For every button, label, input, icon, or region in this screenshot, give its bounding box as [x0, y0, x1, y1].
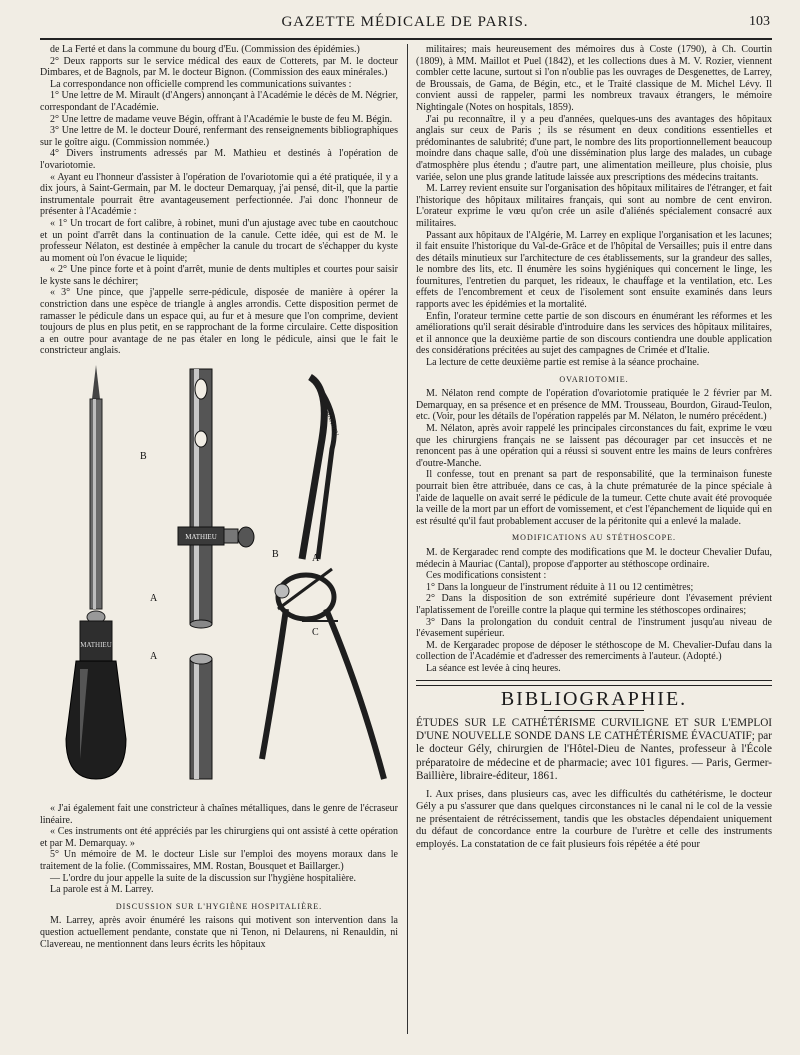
heading-rule — [544, 710, 644, 711]
pedicle-clamp-icon — [262, 377, 384, 779]
paragraph: « J'ai également fait une constricteur à chaînes métalliques, dans le genre de l'écraseur linéaire. — [40, 803, 398, 826]
paragraph: « 2° Une pince forte et à point d'arrêt, munie de dents multiples et courtes pour saisir le kyste sans le déchirer; — [40, 264, 398, 287]
cannula-icon — [178, 369, 254, 779]
figure-label-b: B — [272, 549, 279, 561]
paragraph: de La Ferté et dans la commune du bourg d'Eu. (Commission des épidémies.) — [50, 44, 360, 55]
left-top-paragraphs — [40, 44, 398, 357]
paragraph: 4° Divers instruments adressés par M. Mathieu et destinés à l'opération de l'ovariotomie. — [40, 148, 398, 171]
double-rule — [416, 680, 772, 686]
paragraph: M. Larrey revient ensuite sur l'organisation des hôpitaux militaires de l'étranger, et fait l'historique des hôpitaux militaires français, qui sont au nombre de cent environ. L'orateur exprime le vœu qu'on crée un asile d'aliénés spécialement consacré aux militaires. — [416, 183, 772, 229]
paragraph: M. Nélaton rend compte de l'opération d'ovariotomie pratiquée le 2 février par M. Demarquay, en sa présence et en présence de MM. Trousseau, Bourdon, Giraud-Teulon, etc. (Voir, pour les détails de l'opération rappelés par M. Nélaton, le numéro précédent.) — [416, 388, 772, 423]
paragraph: I. Aux prises, dans plusieurs cas, avec les difficultés du cathétérisme, le docteur Gély a pu s'assurer que dans quelques circonstances ni le canal ni le col de la vessie ne présentaient de rétrécissement, tandis que les obstacles dépendaient uniquement du défaut de concordance entre la courbure de l'urètre et celle des instruments employés. La constatation de ce fait plusieurs fois répétée a été pour — [416, 789, 772, 850]
bibliography-heading: BIBLIOGRAPHIE. — [500, 688, 688, 711]
page-number: 103 — [749, 14, 770, 29]
instruments-engraving — [40, 359, 398, 799]
paragraph: « 3° Une pince, que j'appelle serre-pédicule, disposée de manière à opérer la constriction dans une espèce de triangle à angles arrondis. Cette disposition permet de ramasser le pédicule dans un espace qui, au fur et à mesure que l'on comprime, devient toujours de plus en plus petit, en se rapprochant de la forme circulaire. Cette disposition a en outre pour avantage de ne pas étaler en long le pédicule, ainsi que le fait le constricteur anglais. — [40, 287, 398, 357]
page-header — [40, 14, 770, 34]
paragraph: La correspondance non officielle comprend les communications suivantes : — [50, 78, 352, 90]
figure-label-a: A — [150, 651, 158, 663]
paragraph: Il confesse, tout en prenant sa part de responsabilité, que la terminaison funeste pourrait bien être attribuée, dans ce cas, à la chute prématurée de la pince spéciale à l'aide de laquelle on avait serré le pédicule de la tumeur. Cette chute avait été provoquée la veille de la mort par un effort de vomissement, et c'est l'épanchement de liquide qui en est résulté qu'il faut probablement accuser de la péritonite qui a enlevé la malade. — [416, 469, 772, 527]
section-title: OVARIOTOMIE. — [559, 374, 629, 384]
paragraph: « Ayant eu l'honneur d'assister à l'opération de l'ovariotomie qui a été pratiquée, il y a dix jours, à Saint-Germain, par M. le docteur Demarquay, j'ai pensé, dit-il, que la partie instrumentale pourrait être avantageusement perfectionnée. J'ai donc l'honneur de présenter à l'Académie : — [40, 171, 398, 218]
column-divider — [407, 44, 408, 1034]
paragraph: 2° Deux rapports sur le service médical des eaux de Cotterets, par M. le docteur Dimbares, et de Bagnols, par M. le docteur Bignon. (Commission des eaux minérales.) — [40, 55, 398, 79]
maker-mark-handle: MATHIEU — [324, 409, 339, 438]
trocart-icon — [66, 365, 126, 779]
paragraph: M. de Kergaradec propose de déposer le stéthoscope de M. Chevalier-Dufau dans la collection de l'Académie et d'adresser des remerciments à l'auteur. (Adopté.) — [416, 639, 772, 663]
journal-title: GAZETTE MÉDICALE DE PARIS. — [281, 14, 529, 30]
left-column — [40, 44, 398, 1034]
paragraph: — L'ordre du jour appelle la suite de la discussion sur l'hygiène hospitalière. — [50, 872, 357, 884]
paragraph: 2° Une lettre de madame veuve Bégin, offrant à l'Académie le buste de feu M. Bégin. — [50, 113, 393, 125]
left-bottom-paragraphs — [40, 803, 398, 896]
section-title: DISCUSSION SUR L'HYGIÈNE HOSPITALIÈRE. — [115, 901, 323, 911]
maker-mark-grip: MATHIEU — [80, 641, 112, 650]
paragraph: 1° Dans la longueur de l'instrument réduite à 11 ou 12 centimètres; — [426, 581, 694, 593]
paragraph: La séance est levée à cinq heures. — [426, 662, 561, 674]
section-title: MODIFICATIONS AU STÉTHOSCOPE. — [512, 533, 676, 543]
figure-label-a: A — [150, 593, 158, 605]
header-rule — [40, 38, 772, 40]
figure-label-b: B — [140, 451, 147, 463]
right-column — [416, 44, 772, 1034]
paragraph: M. Larrey, après avoir énuméré les raisons qui motivent son intervention dans la question actuellement pendante, constate que ni Tenon, ni Delaurens, ni Renauldin, ni Clavereau, ne mentionnent dans leurs écrits les hôpitaux — [40, 915, 398, 950]
paragraph: La lecture de cette deuxième partie est remise à la séance prochaine. — [426, 357, 700, 369]
figure-label-a: A — [312, 553, 320, 565]
paragraph: « 1° Un trocart de fort calibre, à robinet, muni d'un ajustage avec tube en caoutchouc et un point d'arrêt dans la continuation de la canule. Cette idée, qui est de M. le professeur Nélaton, est destinée à empêcher la canule du trocart de s'échapper du kyste au moment où l'on évacue le liquide; — [40, 217, 398, 264]
paragraph: « Ces instruments ont été appréciés par les chirurgiens qui ont assisté à cette opération et par M. Demarquay. » — [40, 826, 398, 849]
paragraph: 2° Dans la disposition de son extrémité supérieure dont l'évasement prévient l'aplatissement de l'oreille contre la plaque qui termine les stéthoscopes ordinaires; — [416, 593, 772, 616]
paragraph: 5° Un mémoire de M. le docteur Lisle sur l'emploi des moyens moraux dans le traitement de la folie. (Commissaires, MM. Rostan, Bousquet et Baillarger.) — [40, 849, 398, 872]
paragraph: M. Nélaton, après avoir rappelé les principales circonstances du fait, exprime le vœu que les chirurgiens français ne se laissent pas décourager par cet insuccès et ne renoncent pas à une opération qui a réussi si souvent entre les mains de leurs confrères d'outre-Manche. — [416, 423, 772, 469]
paragraph: 3° Dans la prolongation du conduit central de l'instrument jusqu'au niveau de l'évasement supérieur. — [416, 616, 772, 640]
figure-label-c: C — [312, 627, 319, 639]
paragraph: Passant aux hôpitaux de l'Algérie, M. Larrey en explique l'organisation et les lacunes; il fait ensuite l'historique du Val-de-Grâce et de l'hôpital de Versailles; puis il entre dans des détails minutieux sur l'architecture de ces établissements, sur la grandeur des salles, le nombre des lits, etc. Il énumère les soins hygiéniques qui concernent le linge, les fournitures, l'entretien du parquet, les rideaux, le chauffage et la ventilation, etc. Les effets de l'encombrement et ceux de l'isolement sont ensuite examinés dans leurs rapports avec les épidémies et la mortalité. — [416, 229, 772, 311]
paragraph: Ces modifications consistent : — [426, 570, 547, 582]
paragraph: La parole est à M. Larrey. — [50, 884, 154, 896]
instruments-figure — [40, 359, 398, 799]
paragraph: J'ai pu reconnaître, il y a peu d'années, quelques-uns des avantages des hôpitaux anglais sur ceux de Paris ; ils se résument en deux conditions essentielles et prédominantes de salubrité; d'une part, le nombre des lits proportionnellement beaucoup moindre dans chaque salle, d'où une dissémination plus large des malades, un cubage d'atmosphère plus étendu ; d'autre part, une alimentation meilleure, plus choisie, plus variée, selon une plus grande latitude laissée aux prescriptions des médecins traitants. — [416, 113, 772, 183]
paragraph: Enfin, l'orateur termine cette partie de son discours en énumérant les réformes et les améliorations qu'il serait désirable d'introduire dans les services des hôpitaux militaires, et il annonce que la deuxième partie de son discours contiendra une double application des considérations précitées au sujet des campagnes de Crimée et d'Italie. — [416, 310, 772, 357]
paragraph: militaires; mais heureusement des mémoires dus à Coste (1790), à Ch. Courtin (1809), à MM. Maillot et Puel (1842), et les collections dues à M. V. Rozier, viennent combler cette lacune, surtout si l'on n'oublie pas les ouvrages de Desgenettes, de Larrey, de Broussais, de Gama, de Bégin, etc., et le Traité classique de M. Michel Lévy. Il convient aussi de rappeler, parmi les nombreux travaux étrangers, le mémoire Nightingale (Notes on hospitals, 1859). — [416, 44, 772, 113]
paragraph: 3° Une lettre de M. le docteur Douré, renfermant des renseignements bibliographiques sur le goître aigu. (Commission nommée.) — [40, 125, 398, 148]
paragraph: M. de Kergaradec rend compte des modifications que M. le docteur Chevalier Dufau, médecin à Mauriac (Cantal), propose d'apporter au stéthoscope ordinaire. — [416, 546, 772, 570]
maker-mark-band: MATHIEU — [185, 533, 217, 542]
paragraph: 1° Une lettre de M. Mirault (d'Angers) annonçant à l'Académie le décès de M. Négrier, correspondant de l'Académie. — [40, 90, 398, 113]
bibliography-entry: ÉTUDES SUR LE CATHÉTÉRISME CURVILIGNE ET SUR L'EMPLOI D'UNE NOUVELLE SONDE DANS LE CATHÉTÉRISME ÉVACUATIF; par le docteur Gély, chirurgien de l'Hôtel-Dieu de Nantes, professeur à l'École préparatoire de médecine et de pharmacie; avec 101 figures. — Paris, Germer-Baillière, libraire-éditeur, 1861. — [416, 717, 772, 782]
